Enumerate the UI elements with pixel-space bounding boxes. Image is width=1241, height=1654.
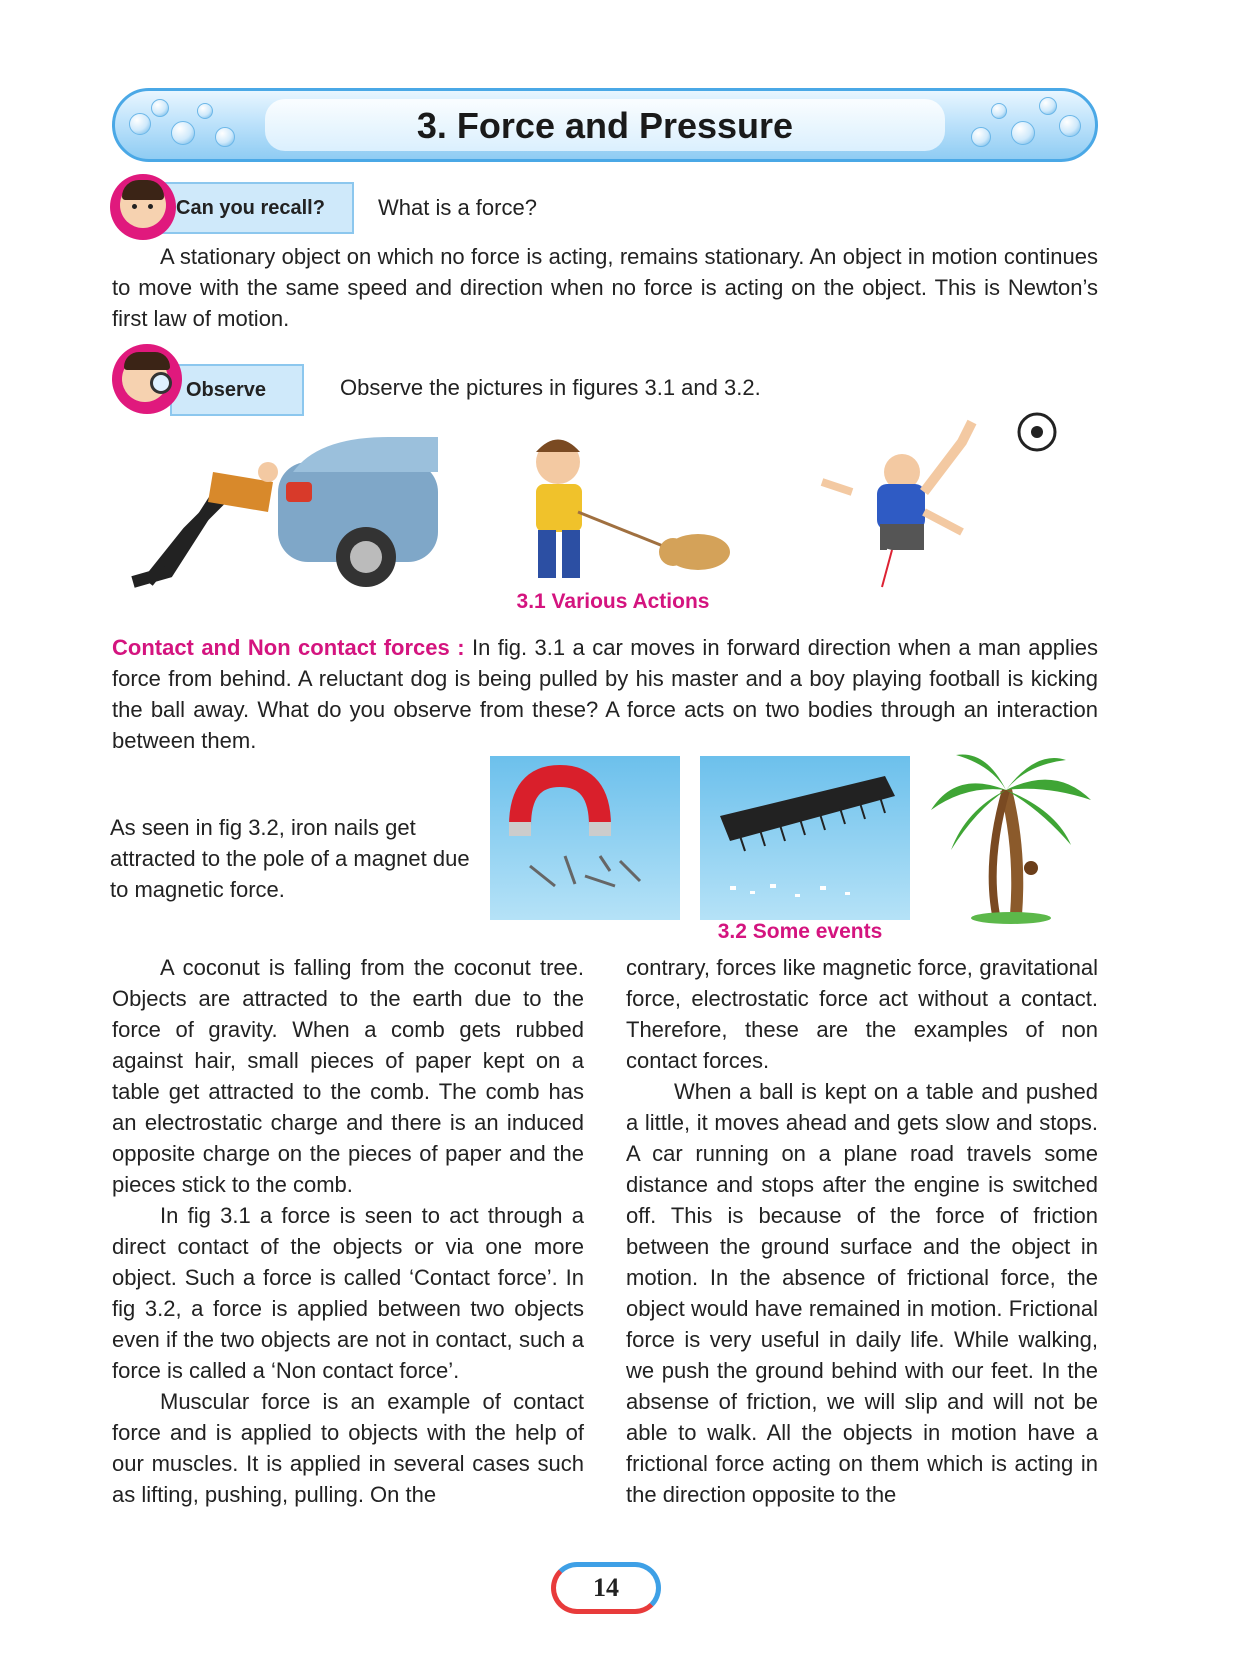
left-paragraph-3: Muscular force is an example of contact force and is applied to objects with the help of our muscles. It is applied in several cases such as lifting, pushing, pulling. On the	[112, 1389, 584, 1507]
intro-paragraph: A stationary object on which no force is acting, remains stationary. An object in motion continues to move with the same speed and direction when no force is acting on the object. This is Newton’s first law of motion.	[112, 244, 1098, 331]
page-title: 3. Force and Pressure	[416, 105, 794, 146]
recall-badge: Can you recall?	[160, 182, 354, 234]
man-pushing-car-image	[118, 432, 438, 592]
figure-3-1-caption: 3.1 Various Actions	[516, 590, 710, 613]
contact-paragraph	[112, 632, 1098, 756]
title-banner	[112, 88, 1098, 162]
page-number-badge	[551, 1562, 661, 1614]
right-paragraph-1: contrary, forces like magnetic force, gravitational force, electrostatic force act without a contact. Therefore, these are the examples of non contact forces.	[626, 955, 1098, 1073]
coconut-tree-image	[926, 750, 1096, 926]
magnet-nails-image	[490, 756, 680, 920]
recall-question: What is a force?	[378, 195, 537, 220]
boy-kicking-ball-image	[812, 412, 1062, 602]
girl-thinking-icon	[110, 174, 176, 240]
right-column	[626, 952, 1098, 1510]
left-column	[112, 952, 584, 1510]
comb-paper-image	[700, 756, 910, 920]
observe-badge: Observe	[170, 364, 304, 416]
right-paragraph-2: When a ball is kept on a table and pushed a little, it moves ahead and gets slow and stops. A car running on a plane road travels some distance and stops after the engine is switched off. This is because of the force of friction between the ground surface and the object in motion. In the absence of frictional force, the object would have remained in motion. Frictional force is very useful in daily life. While walking, we push the ground behind with our feet. In the absense of friction, we will slip and will not be able to walk. All the objects in motion have a frictional force acting on them which is acting in the direction opposite to the	[626, 1079, 1098, 1507]
contact-heading: Contact and Non contact forces :	[112, 635, 465, 660]
left-paragraph-1: A coconut is falling from the coconut tree. Objects are attracted to the earth due to the force of gravity. When a comb gets rubbed against hair, small pieces of paper kept on a table get attracted to the comb. The comb has an electrostatic charge and there is an induced opposite charge on the pieces of paper and the pieces stick to the comb.	[112, 955, 584, 1197]
page-number: 14	[593, 1573, 619, 1602]
boy-magnifier-icon	[112, 344, 182, 414]
magnet-paragraph: As seen in fig 3.2, iron nails get attracted to the pole of a magnet due to magnetic force.	[110, 815, 470, 902]
left-paragraph-2: In fig 3.1 a force is seen to act through a direct contact of the objects or via one more object. Such a force is called ‘Contact force’. In fig 3.2, a force is applied between two objects even if the two objects are not in contact, such a force is called a ‘Non contact force’.	[112, 1203, 584, 1383]
observe-text: Observe the pictures in figures 3.1 and 3.2.	[340, 375, 761, 400]
contact-text: In fig. 3.1 a car moves in forward direction when a man applies force from behind. A reluctant dog is being pulled by his master and a boy playing football is kicking the ball away. What do you observe from these? A force acts on two bodies through an interaction between them.	[112, 635, 1099, 753]
figure-3-2-caption: 3.2 Some events	[717, 920, 883, 943]
boy-pulling-dog-image	[498, 422, 744, 592]
